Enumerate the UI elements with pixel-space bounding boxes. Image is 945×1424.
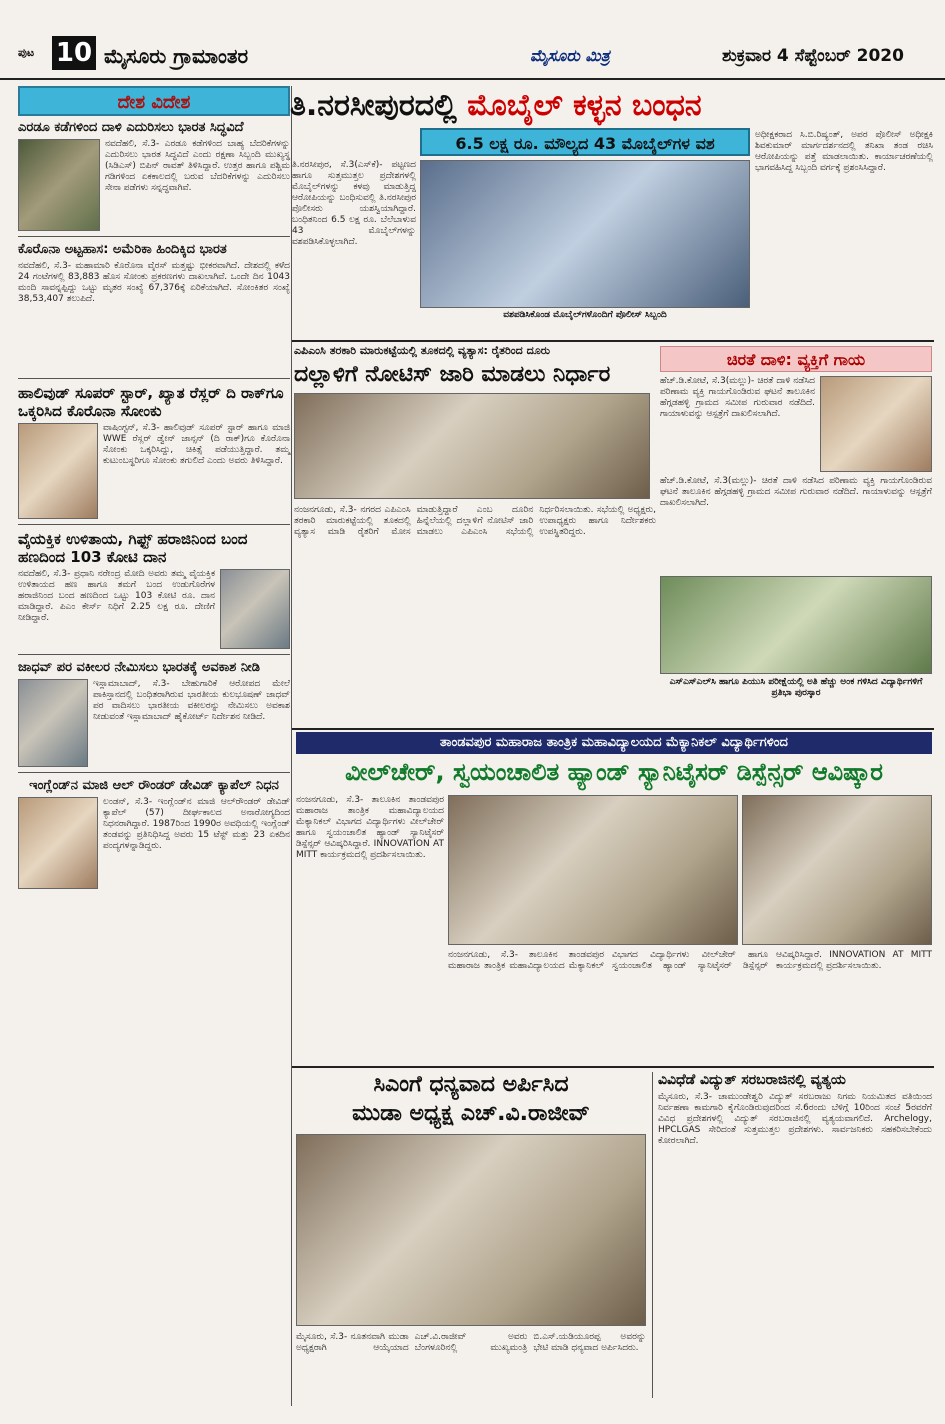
page-number: 10: [52, 36, 96, 70]
power-body: ಮೈಸೂರು, ಸೆ.3- ಚಾಮುಂಡೇಶ್ವರಿ ವಿದ್ಯುತ್ ಸರಬರಾಜು ನಿಗಮ ನಿಯಮಿತದ ವತಿಯಿಂದ ನಿರ್ವಹಣಾ ಕಾಮಗಾರಿ ಕೈಗೊಂಡಿರುವುದರಿಂದ ಸೆ.6ರಂದು ಬೆಳಿಗ್ಗೆ 10ರಿಂದ ಸಂಜೆ 5ರವರೆಗೆ ವಿವಿಧ ಪ್ರದೇಶಗಳಲ್ಲಿ ವಿದ್ಯುತ್ ಸರಬರಾಜಿನಲ್ಲಿ ವ್ಯತ್ಯಯವಾಗಲಿದೆ. Archelogy, HPCLGAS ಸೇರಿದಂತೆ ಸುತ್ತಮುತ್ತಲ ಪ್ರದೇಶಗಳು. ಸಾರ್ವಜನಿಕರು ಸಹಕರಿಸಬೇಕೆಂದು ಕೋರಲಾಗಿದೆ.: [658, 1092, 932, 1146]
photo-students-left: [448, 795, 738, 945]
section-rule: [292, 340, 934, 342]
photo-apmc-meeting: [294, 393, 650, 499]
photo-students-right: [742, 795, 932, 945]
muda-headline-line1: ಸಿಎಂಗೆ ಧನ್ಯವಾದ ಅರ್ಪಿಸಿದ: [373, 1072, 569, 1097]
muda-body: ಮೈಸೂರು, ಸೆ.3- ನೂತನವಾಗಿ ಮುಡಾ ಅಧ್ಯಕ್ಷರಾಗಿ ಆಯ್ಕೆಯಾದ ಎಚ್.ವಿ.ರಾಜೀವ್ ಅವರು ಬೆಂಗಳೂರಿನಲ್ಲಿ ಮುಖ್ಯಮಂತ್ರಿ ಬಿ.ಎಸ್.ಯಡಿಯೂರಪ್ಪ ಅವರನ್ನು ಭೇಟಿ ಮಾಡಿ ಧನ್ಯವಾದ ಅರ್ಪಿಸಿದರು.: [296, 1332, 646, 1353]
column-divider: [652, 1072, 653, 1398]
wheelchair-story: [296, 732, 932, 786]
photo-modi: [220, 569, 290, 649]
photo-caption: ಎಸ್‌ಎಸ್‌ಎಲ್‌ಸಿ ಹಾಗೂ ಪಿಯುಸಿ ಪರೀಕ್ಷೆಯಲ್ಲಿ ಅತಿ ಹೆಚ್ಚು ಅಂಕ ಗಳಿಸಿದ ವಿದ್ಯಾರ್ಥಿಗಳಿಗೆ ಪ್ರತಿಭಾ ಪುರಸ್ಕಾರ: [669, 677, 923, 698]
story-body: ಲಂಡನ್, ಸೆ.3- ಇಂಗ್ಲೆಂಡ್‌ನ ಮಾಜಿ ಆಲ್‌ರೌಂಡರ್ ಡೇವಿಡ್ ಕ್ಯಾಪೆಲ್ (57) ದೀರ್ಘಕಾಲದ ಅನಾರೋಗ್ಯದಿಂದ ನಿಧನರಾಗಿದ್ದಾರೆ. 1987ರಿಂದ 1990ರ ಅವಧಿಯಲ್ಲಿ ಇಂಗ್ಲೆಂಡ್ ತಂಡವನ್ನು ಪ್ರತಿನಿಧಿಸಿದ್ದ ಅವರು 15 ಟೆಸ್ಟ್ ಮತ್ತು 23 ಏಕದಿನ ಪಂದ್ಯಗಳನ್ನಾಡಿದ್ದರು.: [103, 797, 290, 851]
story-body: ನವದೆಹಲಿ, ಸೆ.3- ಪ್ರಧಾನಿ ನರೇಂದ್ರ ಮೋದಿ ಅವರು ತಮ್ಮ ವೈಯಕ್ತಿಕ ಉಳಿತಾಯದ ಹಣ ಹಾಗೂ ತಮಗೆ ಬಂದ ಉಡುಗೊರೆಗಳ ಹರಾಜಿನಿಂದ ಬಂದ ಹಣದಿಂದ ಒಟ್ಟು 103 ಕೋಟಿ ರೂ. ದಾನ ಮಾಡಿದ್ದಾರೆ. ಪಿಎಂ ಕೇರ್ಸ್ ನಿಧಿಗೆ 2.25 ಲಕ್ಷ ರೂ. ದೇಣಿಗೆ ನೀಡಿದ್ದಾರೆ.: [18, 569, 215, 623]
story-headline: ವೈಯಕ್ತಿಕ ಉಳಿತಾಯ, ಗಿಫ್ಟ್ ಹರಾಜಿನಿಂದ ಬಂದ ಹಣದಿಂದ 103 ಕೋಟಿ ದಾನ: [18, 530, 248, 566]
wheelchair-body: ನಂಜನಗೂಡು, ಸೆ.3- ತಾಲೂಕಿನ ತಾಂಡವಪುರ ಮಹಾರಾಜ ತಾಂತ್ರಿಕ ಮಹಾವಿದ್ಯಾಲಯದ ಮೆಕ್ಯಾನಿಕಲ್ ವಿಭಾಗದ ವಿದ್ಯಾರ್ಥಿಗಳು ವೀಲ್‌ಚೇರ್ ಹಾಗೂ ಸ್ವಯಂಚಾಲಿತ ಹ್ಯಾಂಡ್ ಸ್ಯಾನಿಟೈಸರ್ ಡಿಸ್ಪೆನ್ಸರ್ ಆವಿಷ್ಕರಿಸಿದ್ದಾರೆ. INNOVATION AT MITT ಕಾರ್ಯಕ್ರಮದಲ್ಲಿ ಪ್ರದರ್ಶಿಸಲಾಯಿತು.: [296, 795, 444, 860]
lead-headline-highlight: ಮೊಬೈಲ್ ಕಳ್ಳನ ಬಂಧನ: [467, 88, 702, 123]
left-column: [18, 86, 290, 1406]
lead-headline-part: ತಿ.ನರಸೀಪುರದಲ್ಲಿ: [290, 88, 468, 123]
issue-date: ಶುಕ್ರವಾರ 4 ಸೆಪ್ಟೆಂಬರ್ 2020: [722, 46, 904, 66]
wheelchair-body-continued: ನಂಜನಗೂಡು, ಸೆ.3- ತಾಲೂಕಿನ ತಾಂಡವಪುರ ಮಹಾರಾಜ ತಾಂತ್ರಿಕ ಮಹಾವಿದ್ಯಾಲಯದ ಮೆಕ್ಯಾನಿಕಲ್ ವಿಭಾಗದ ವಿದ್ಯಾರ್ಥಿಗಳು ವೀಲ್‌ಚೇರ್ ಹಾಗೂ ಸ್ವಯಂಚಾಲಿತ ಹ್ಯಾಂಡ್ ಸ್ಯಾನಿಟೈಸರ್ ಡಿಸ್ಪೆನ್ಸರ್ ಆವಿಷ್ಕರಿಸಿದ್ದಾರೆ. INNOVATION AT MITT ಕಾರ್ಯಕ್ರಮದಲ್ಲಿ ಪ್ರದರ್ಶಿಸಲಾಯಿತು.: [448, 950, 932, 971]
page-label: ಪುಟ: [18, 46, 35, 59]
lead-headline: [290, 86, 930, 126]
story-headline: ಕೊರೊನಾ ಅಟ್ಟಹಾಸ: ಅಮೆರಿಕಾ ಹಿಂದಿಕ್ಕಿದ ಭಾರತ: [18, 242, 227, 257]
story-body: ನವದೆಹಲಿ, ಸೆ.3- ಮಹಾಮಾರಿ ಕೊರೊನಾ ವೈರಸ್ ಮತ್ತಷ್ಟು ಭೀಕರವಾಗಿದೆ. ದೇಶದಲ್ಲಿ ಕಳೆದ 24 ಗಂಟೆಗಳಲ್ಲಿ 83,883 ಹೊಸ ಸೋಂಕು ಪ್ರಕರಣಗಳು ದಾಖಲಾಗಿವೆ. ಒಂದೇ ದಿನ 1043 ಮಂದಿ ಸಾವನ್ನಪ್ಪಿದ್ದು ಒಟ್ಟು ಮೃತರ ಸಂಖ್ಯೆ 67,376ಕ್ಕೆ ಏರಿಕೆಯಾಗಿದೆ. ಸೋಂಕಿತರ ಸಂಖ್ಯೆ 38,53,407 ತಲುಪಿದೆ.: [18, 261, 290, 304]
story-headline: ಜಾಧವ್ ಪರ ವಕೀಲರ ನೇಮಿಸಲು ಭಾರತಕ್ಕೆ ಅವಕಾಶ ನೀಡಿ: [18, 660, 260, 675]
photo-caption: ವಶಪಡಿಸಿಕೊಂಡ ಮೊಬೈಲ್‌ಗಳೊಂದಿಗೆ ಪೊಲೀಸ್ ಸಿಬ್ಬಂದಿ: [503, 310, 667, 320]
story-headline: ಹಾಲಿವುಡ್ ಸೂಪರ್ ಸ್ಟಾರ್, ಖ್ಯಾತ ರೆಸ್ಲರ್ ದಿ ರಾಕ್‌ಗೂ ಒಕ್ಕರಿಸಿದ ಕೊರೊನಾ ಸೋಂಕು: [18, 384, 284, 420]
divider: [18, 772, 290, 773]
story-headline: ಇಂಗ್ಲೆಂಡ್‌ನ ಮಾಜಿ ಆಲ್ ರೌಂಡರ್ ಡೇವಿಡ್ ಕ್ಯಾಪೆಲ್ ನಿಧನ: [29, 778, 279, 793]
photo-the-rock: [18, 423, 98, 519]
apmc-headline: ದಲ್ಲಾಳಿಗೆ ನೋಟಿಸ್ ಜಾರಿ ಮಾಡಲು ನಿರ್ಧಾರ: [294, 362, 611, 387]
photo-felicitation: [660, 576, 932, 674]
story-headline: ಎರಡೂ ಕಡೆಗಳಿಂದ ದಾಳಿ ಎದುರಿಸಲು ಭಾರತ ಸಿದ್ಧವಿದೆ: [18, 120, 244, 135]
divider: [18, 378, 290, 379]
story-body: ಇಸ್ಲಾಮಾಬಾದ್, ಸೆ.3- ಬೇಹುಗಾರಿಕೆ ಆರೋಪದ ಮೇಲೆ ಪಾಕಿಸ್ತಾನದಲ್ಲಿ ಬಂಧಿತರಾಗಿರುವ ಭಾರತೀಯ ಕುಲಭೂಷಣ್ ಜಾಧವ್ ಪರ ವಾದಿಸಲು ಭಾರತೀಯ ವಕೀಲರನ್ನು ನೇಮಿಸಲು ಅವಕಾಶ ನೀಡುವಂತೆ ಇಸ್ಲಾಮಾಬಾದ್ ಹೈಕೋರ್ಟ್ ನಿರ್ದೇಶನ ನೀಡಿದೆ.: [93, 679, 290, 722]
apmc-body: ನಂಜನಗೂಡು, ಸೆ.3- ನಗರದ ಎಪಿಎಂಸಿ ತರಕಾರಿ ಮಾರುಕಟ್ಟೆಯಲ್ಲಿ ತೂಕದಲ್ಲಿ ವ್ಯತ್ಯಾಸ ಮಾಡಿ ರೈತರಿಗೆ ಮೋಸ ಮಾಡುತ್ತಿದ್ದಾರೆ ಎಂಬ ದೂರಿನ ಹಿನ್ನೆಲೆಯಲ್ಲಿ ದಲ್ಲಾಳಿಗೆ ನೋಟಿಸ್ ಜಾರಿ ಮಾಡಲು ಎಪಿಎಂಸಿ ಸಭೆಯಲ್ಲಿ ನಿರ್ಧರಿಸಲಾಯಿತು. ಸಭೆಯಲ್ಲಿ ಅಧ್ಯಕ್ಷರು, ಉಪಾಧ್ಯಕ್ಷರು ಹಾಗೂ ನಿರ್ದೇಶಕರು ಉಪಸ್ಥಿತರಿದ್ದರು.: [294, 505, 656, 537]
leopard-body: ಹೆಚ್.ಡಿ.ಕೋಟೆ, ಸೆ.3(ಮಲ್ಲು)- ಚಿರತೆ ದಾಳಿ ನಡೆಸಿದ ಪರಿಣಾಮ ವ್ಯಕ್ತಿ ಗಾಯಗೊಂಡಿರುವ ಘಟನೆ ತಾಲೂಕಿನ ಹೆಗ್ಗಡಹಳ್ಳಿ ಗ್ರಾಮದ ಸಮೀಪ ಗುರುವಾರ ನಡೆದಿದೆ. ಗಾಯಾಳುವನ್ನು ಆಸ್ಪತ್ರೆಗೆ ದಾಖಲಿಸಲಾಗಿದೆ.: [660, 376, 815, 419]
section-name: ಮೈಸೂರು ಗ್ರಾಮಾಂತರ: [104, 44, 249, 68]
leopard-headline: ಚಿರತೆ ದಾಳಿ: ವ್ಯಕ್ತಿಗೆ ಗಾಯ: [660, 346, 932, 372]
lead-story-body: ತಿ.ನರಸೀಪುರ, ಸೆ.3(ಎಸ್‌ಕೆ)- ಪಟ್ಟಣದ ಹಾಗೂ ಸುತ್ತಮುತ್ತಲ ಪ್ರದೇಶಗಳಲ್ಲಿ ಮೊಬೈಲ್‌ಗಳನ್ನು ಕಳವು ಮಾಡುತ್ತಿದ್ದ ಆರೋಪಿಯನ್ನು ಬಂಧಿಸುವಲ್ಲಿ ತಿ.ನರಸೀಪುರ ಪೊಲೀಸರು ಯಶಸ್ವಿಯಾಗಿದ್ದಾರೆ. ಬಂಧಿತನಿಂದ 6.5 ಲಕ್ಷ ರೂ. ಬೆಲೆಬಾಳುವ 43 ಮೊಬೈಲ್‌ಗಳನ್ನು ವಶಪಡಿಸಿಕೊಳ್ಳಲಾಗಿದೆ.: [292, 160, 416, 247]
apmc-story: [294, 344, 656, 725]
paper-name: ಮೈಸೂರು ಮಿತ್ರ: [530, 46, 610, 65]
apmc-kicker: ಎಪಿಎಂಸಿ ತರಕಾರಿ ಮಾರುಕಟ್ಟೆಯಲ್ಲಿ ತೂಕದಲ್ಲಿ ವ್ಯತ್ಯಾಸ: ರೈತರಿಂದ ದೂರು: [294, 344, 551, 357]
muda-story: [296, 1072, 646, 1412]
leopard-body-continued: ಹೆಚ್.ಡಿ.ಕೋಟೆ, ಸೆ.3(ಮಲ್ಲು)- ಚಿರತೆ ದಾಳಿ ನಡೆಸಿದ ಪರಿಣಾಮ ವ್ಯಕ್ತಿ ಗಾಯಗೊಂಡಿರುವ ಘಟನೆ ತಾಲೂಕಿನ ಹೆಗ್ಗಡಹಳ್ಳಿ ಗ್ರಾಮದ ಸಮೀಪ ಗುರುವಾರ ನಡೆದಿದೆ. ಗಾಯಾಳುವನ್ನು ಆಸ್ಪತ್ರೆಗೆ ದಾಖಲಿಸಲಾಗಿದೆ.: [660, 476, 932, 508]
lead-subheadline: 6.5 ಲಕ್ಷ ರೂ. ಮೌಲ್ಯದ 43 ಮೊಬೈಲ್‌ಗಳ ವಶ: [420, 128, 750, 156]
photo-jadhav: [18, 679, 88, 767]
section-rule: [292, 1066, 934, 1068]
leopard-story: [660, 346, 932, 699]
divider: [18, 236, 290, 237]
lead-story-body: ಅಧೀಕ್ಷಕರಾದ ಸಿ.ಬಿ.ರಿಷ್ಯಂತ್, ಅಪರ ಪೊಲೀಸ್ ಅಧೀಕ್ಷಕಿ ಶಿವಕುಮಾರ್ ಮಾರ್ಗದರ್ಶನದಲ್ಲಿ ತನಿಖಾ ತಂಡ ರಚಿಸಿ ಆರೋಪಿಯನ್ನು ಪತ್ತೆ ಮಾಡಲಾಯಿತು. ಕಾರ್ಯಾಚರಣೆಯಲ್ಲಿ ಭಾಗವಹಿಸಿದ್ದ ಸಿಬ್ಬಂದಿ ವರ್ಗಕ್ಕೆ ಪ್ರಶಂಸಿಸಿದ್ದಾರೆ.: [755, 130, 933, 173]
masthead: [0, 0, 945, 80]
section-banner: ದೇಶ ವಿದೇಶ: [18, 86, 290, 116]
divider: [18, 654, 290, 655]
photo-rawat: [18, 139, 100, 231]
power-story: [658, 1072, 932, 1392]
wheelchair-headline: ವೀಲ್‌ಚೇರ್, ಸ್ವಯಂಚಾಲಿತ ಹ್ಯಾಂಡ್ ಸ್ಯಾನಿಟೈಸರ್ ಡಿಸ್ಪೆನ್ಸರ್ ಆವಿಷ್ಕಾರ: [345, 758, 883, 786]
photo-police-mobiles: [420, 160, 750, 308]
divider: [18, 524, 290, 525]
section-rule: [292, 728, 934, 730]
photo-capel: [18, 797, 98, 889]
muda-headline-line2: ಮುಡಾ ಅಧ್ಯಕ್ಷ ಎಚ್.ವಿ.ರಾಜೀವ್: [352, 1101, 590, 1126]
story-body: ವಾಷಿಂಗ್ಟನ್, ಸೆ.3- ಹಾಲಿವುಡ್ ಸೂಪರ್ ಸ್ಟಾರ್ ಹಾಗೂ ಮಾಜಿ WWE ರೆಸ್ಲರ್ ಡ್ವೇನ್ ಜಾನ್ಸನ್ (ದಿ ರಾಕ್)ಗೂ ಕೊರೊನಾ ಸೋಂಕು ಒಕ್ಕರಿಸಿದ್ದು, ಚಿಕಿತ್ಸೆ ಪಡೆಯುತ್ತಿದ್ದಾರೆ. ತಮ್ಮ ಕುಟುಂಬಸ್ಥರಿಗೂ ಸೋಂಕು ತಗುಲಿದೆ ಎಂದು ಅವರು ತಿಳಿಸಿದ್ದಾರೆ.: [103, 423, 290, 466]
story-body: ನವದೆಹಲಿ, ಸೆ.3- ಎರಡೂ ಕಡೆಗಳಿಂದ ಬಾಹ್ಯ ಬೆದರಿಕೆಗಳನ್ನು ಎದುರಿಸಲು ಭಾರತ ಸಿದ್ಧವಿದೆ ಎಂದು ರಕ್ಷಣಾ ಸಿಬ್ಬಂದಿ ಮುಖ್ಯಸ್ಥ (ಸಿಡಿಎಸ್) ಬಿಪಿನ್ ರಾವತ್ ತಿಳಿಸಿದ್ದಾರೆ. ಉತ್ತರ ಹಾಗೂ ಪಶ್ಚಿಮ ಗಡಿಗಳಿಂದ ಏಕಕಾಲದಲ್ಲಿ ಬರುವ ಬೆದರಿಕೆಗಳನ್ನು ಎದುರಿಸಲು ಸೇನಾ ಪಡೆಗಳು ಸನ್ನದ್ಧವಾಗಿವೆ.: [105, 139, 290, 193]
power-headline: ವಿವಿಧೆಡೆ ವಿದ್ಯುತ್ ಸರಬರಾಜಿನಲ್ಲಿ ವ್ಯತ್ಯಯ: [658, 1072, 846, 1088]
wheelchair-kicker: ತಾಂಡವಪುರ ಮಹಾರಾಜ ತಾಂತ್ರಿಕ ಮಹಾವಿದ್ಯಾಲಯದ ಮೆಕ್ಯಾನಿಕಲ್ ವಿದ್ಯಾರ್ಥಿಗಳಿಂದ: [296, 732, 932, 754]
photo-muda-cm: [296, 1134, 646, 1326]
photo-injured-man: [820, 376, 932, 472]
